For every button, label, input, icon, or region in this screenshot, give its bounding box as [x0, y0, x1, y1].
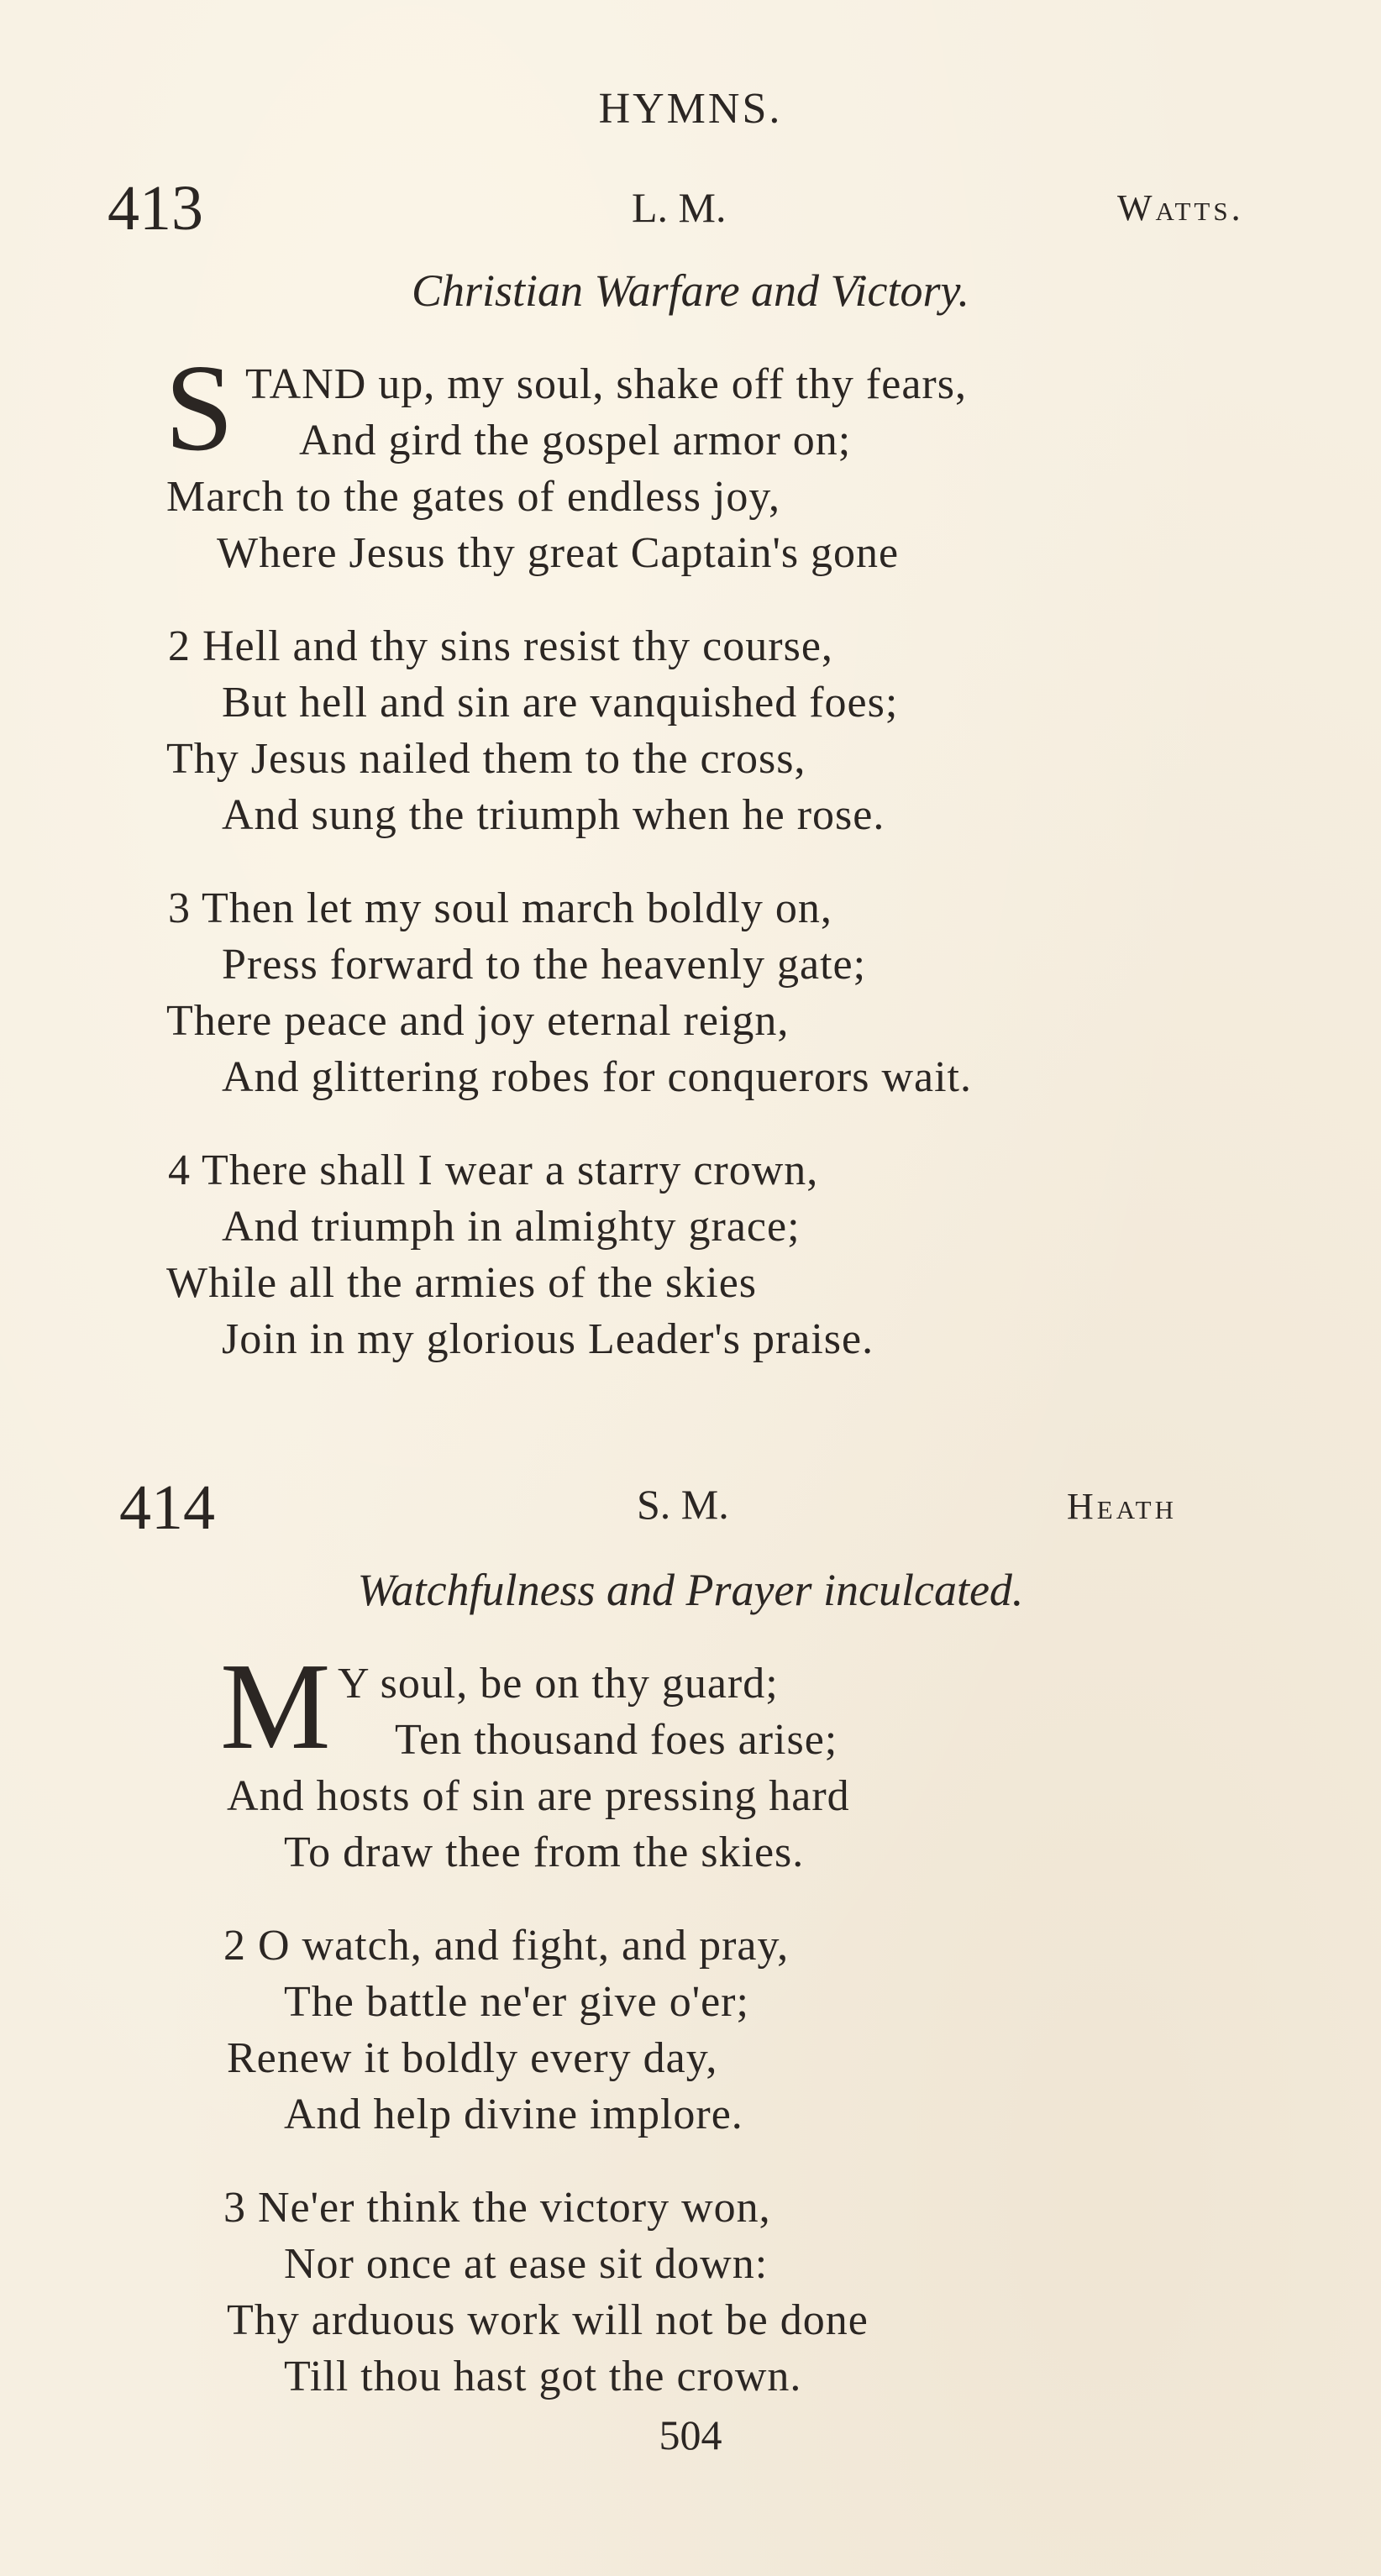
hymn-line: Press forward to the heavenly gate; — [222, 941, 867, 989]
hymn-line: And sung the triumph when he rose. — [222, 791, 885, 839]
hymn-meter: L. M. — [632, 184, 727, 231]
hymn-title: Watchfulness and Prayer inculcated. — [357, 1565, 1024, 1615]
hymn-line: Till thou hast got the crown. — [284, 2353, 802, 2400]
hymn-line: 3 Ne'er think the victory won, — [223, 2184, 771, 2232]
drop-cap: M — [220, 1638, 331, 1776]
hymn-line: And hosts of sin are pressing hard — [227, 1772, 850, 1820]
hymn-meter: S. M. — [637, 1481, 729, 1528]
hymn-line: And help divine implore. — [284, 2091, 743, 2138]
hymn-line: The battle ne'er give o'er; — [284, 1978, 749, 2026]
hymn-line: But hell and sin are vanquished foes; — [222, 679, 899, 727]
hymn-line: There peace and joy eternal reign, — [166, 997, 790, 1045]
hymn-line: TAND up, my soul, shake off thy fears, — [245, 360, 967, 408]
hymn-line: Thy arduous work will not be done — [227, 2296, 869, 2344]
hymn-line: While all the armies of the skies — [166, 1259, 758, 1307]
hymn-line: Thy Jesus nailed them to the cross, — [166, 735, 806, 783]
hymn-line: 2 O watch, and fight, and pray, — [223, 1922, 790, 1970]
hymn-line: 3 Then let my soul march boldly on, — [168, 884, 832, 932]
drop-cap: S — [165, 339, 234, 477]
hymn-title: Christian Warfare and Victory. — [411, 265, 970, 316]
hymn-author: Heath — [1067, 1486, 1177, 1527]
hymn-line: And triumph in almighty grace; — [222, 1203, 801, 1251]
hymn-author: Watts. — [1117, 187, 1244, 228]
hymn-number: 413 — [108, 173, 203, 244]
hymn-line: 2 Hell and thy sins resist thy course, — [168, 622, 833, 670]
hymn-line: Nor once at ease sit down: — [284, 2240, 769, 2288]
hymn-line: Join in my glorious Leader's praise. — [222, 1315, 874, 1363]
hymn-line: Where Jesus thy great Captain's gone — [217, 529, 900, 577]
hymn-line: Y soul, be on thy guard; — [338, 1660, 779, 1708]
page-number: 504 — [659, 2411, 722, 2458]
hymn-line: 4 There shall I wear a starry crown, — [168, 1146, 819, 1194]
hymn-line: March to the gates of endless joy, — [166, 473, 780, 521]
hymn-line: Renew it boldly every day, — [227, 2034, 718, 2082]
hymn-line: Ten thousand foes arise; — [395, 1716, 838, 1764]
hymn-line: To draw thee from the skies. — [284, 1828, 805, 1876]
hymn-line: And gird the gospel armor on; — [299, 417, 852, 464]
hymn-number: 414 — [119, 1472, 215, 1543]
running-head: HYMNS. — [598, 85, 783, 133]
hymn-line: And glittering robes for conquerors wait. — [222, 1053, 973, 1101]
